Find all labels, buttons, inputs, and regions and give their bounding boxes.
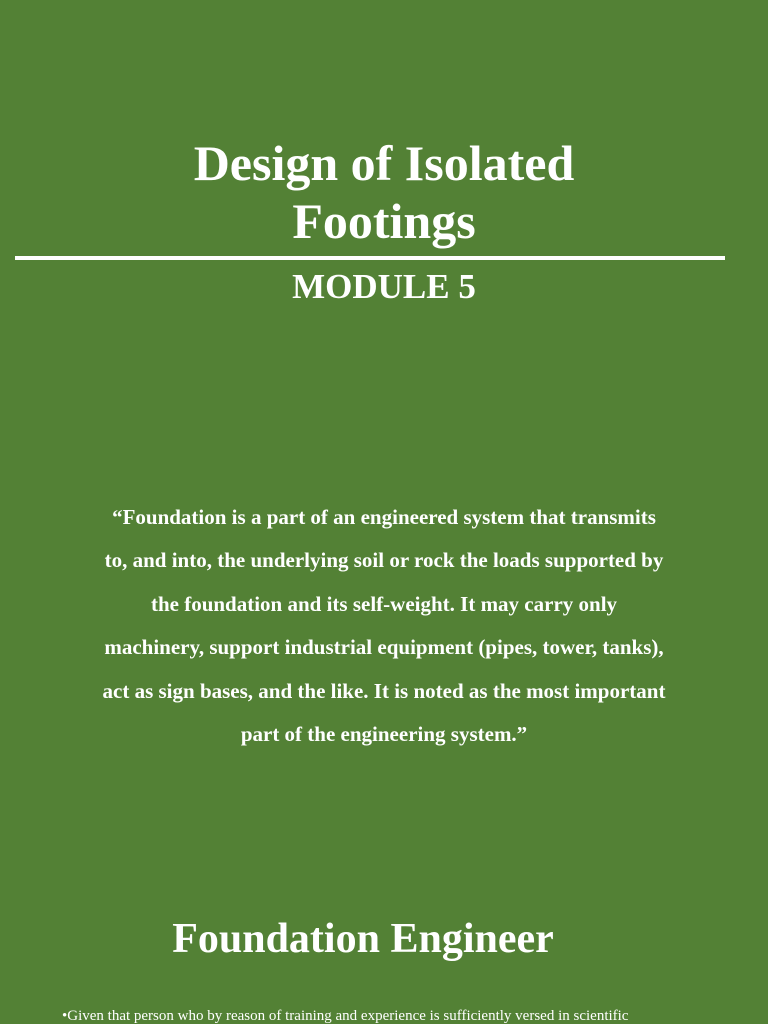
title-divider [15, 256, 725, 260]
foundation-quote [0, 496, 768, 756]
quote-line: “Foundation is a part of an engineered system that transmits [112, 505, 656, 529]
body-text-bullet: •Given that person who by reason of training and experience is sufficiently versed in scientific [62, 1008, 629, 1024]
section-heading: Foundation Engineer [172, 916, 554, 962]
quote-line: the foundation and its self-weight. It may carry only [150, 591, 618, 616]
quote-line: to, and into, the underlying soil or rock the loads supported by [104, 548, 664, 573]
slide-title [0, 134, 768, 250]
quote-line: machinery, support industrial equipment (pipes, tower, tanks), [104, 635, 664, 660]
title-line-2: Footings [292, 193, 476, 249]
quote-line: part of the engineering system.” [240, 722, 528, 747]
quote-line: act as sign bases, and the like. It is noted as the most important [102, 678, 666, 703]
title-line-1: Design of Isolated [193, 135, 575, 191]
module-label: MODULE 5 [292, 267, 476, 306]
